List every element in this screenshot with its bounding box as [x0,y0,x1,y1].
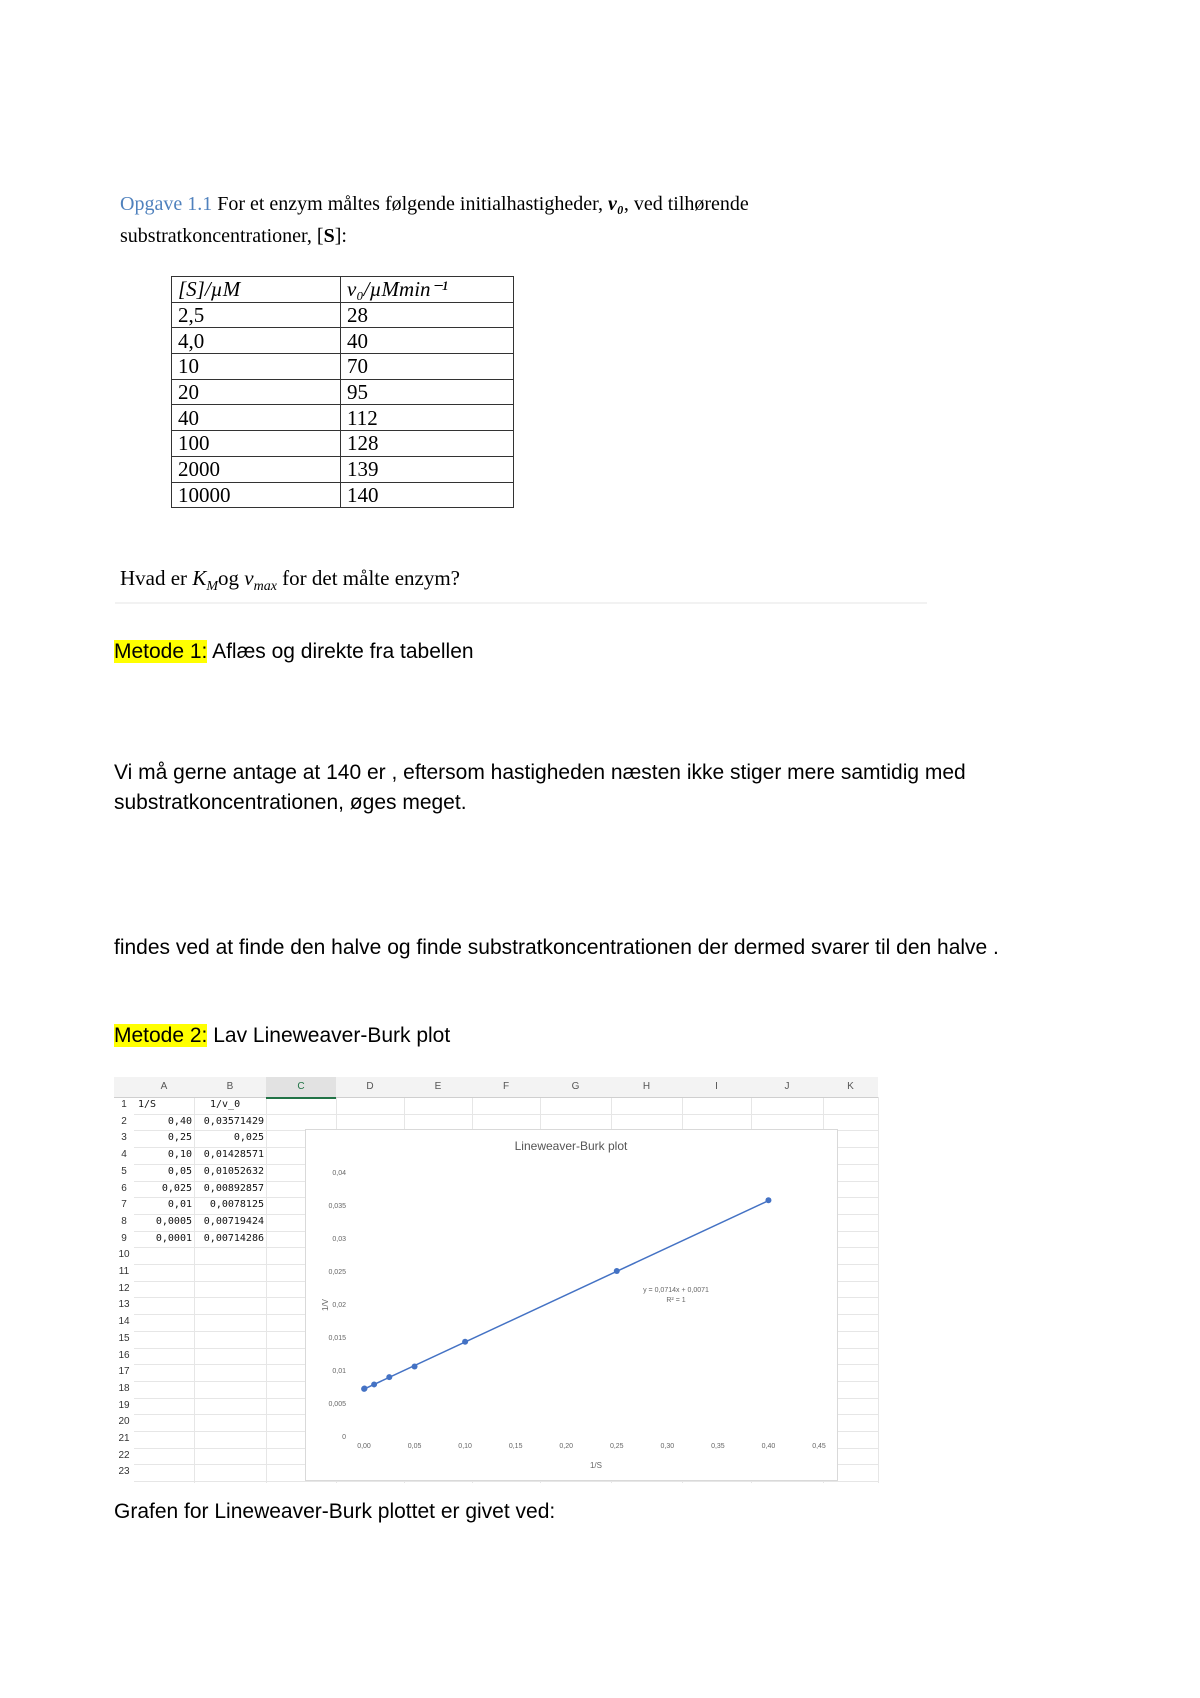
table-cell-v0: 139 [341,456,514,482]
table-row [172,482,514,508]
data-point [462,1339,468,1345]
grid-line [134,1114,878,1115]
y-tick-label: 0,04 [332,1170,346,1177]
cell-b[interactable]: 0,0078125 [209,1199,264,1211]
column-header-e[interactable]: E [404,1077,472,1098]
grid-line [194,1097,195,1483]
task-text-a: For et enzym måltes følgende initialhastigheder, [212,193,608,215]
vmax-symbol: v [244,566,254,590]
row-header[interactable]: 15 [118,1332,130,1344]
s-symbol: S [323,225,335,247]
row-header[interactable]: 9 [121,1232,127,1244]
task-text-b: , ved tilhørende [623,193,749,215]
footer-text: Grafen for Lineweaver-Burk plottet er givet ved: [114,1500,556,1523]
chart-title: Lineweaver-Burk plot [514,1139,628,1153]
table-row [172,328,514,354]
cell-a[interactable]: 0,0001 [155,1232,192,1244]
table-cell-v0: 70 [341,354,514,380]
method2-label: Metode 2: [114,1024,208,1047]
x-tick-label: 0,10 [458,1443,472,1450]
table-cell-s: 10 [172,354,341,380]
question-c: for det målte enzym? [276,566,460,590]
lineweaver-burk-chart [306,1130,837,1480]
row-header[interactable]: 13 [118,1299,130,1311]
question [120,566,460,595]
y-tick-label: 0,02 [332,1302,346,1309]
x-tick-label: 0,45 [812,1443,826,1450]
row-header[interactable]: 14 [118,1316,130,1328]
task-heading [120,188,880,252]
y-tick-label: 0,015 [328,1335,346,1342]
spreadsheet [114,1077,878,1483]
x-tick-label: 0,05 [407,1443,422,1450]
table-cell-s: 100 [172,431,341,457]
row-header[interactable]: 6 [121,1182,127,1194]
x-tick-label: 0,25 [609,1443,624,1450]
y-tick-label: 0,025 [328,1269,346,1276]
question-a: Hvad er [120,566,193,590]
row-header[interactable]: 7 [121,1199,127,1211]
row-header[interactable]: 4 [121,1149,127,1161]
cell-a1[interactable]: 1/S [138,1099,157,1110]
y-axis-label: 1/V [321,1298,330,1312]
row-header[interactable]: 19 [118,1399,130,1411]
y-tick-label: 0,005 [328,1401,346,1408]
cell-a[interactable]: 0,01 [167,1199,192,1211]
v0-symbol: v₀ [607,193,624,215]
column-header-k[interactable]: K [823,1077,878,1098]
row-header[interactable]: 11 [118,1266,130,1277]
cell-b[interactable]: 0,01052632 [203,1165,264,1177]
data-point [386,1374,392,1380]
cell-a[interactable]: 0,25 [167,1132,192,1144]
row-header[interactable]: 16 [118,1349,130,1361]
task-text-d: ]: [334,225,347,247]
x-axis-label: 1/S [589,1461,603,1470]
cell-b[interactable]: 0,025 [233,1132,264,1144]
para1-line2: substratkoncentrationen, øges meget. [114,791,467,814]
column-header-b[interactable]: B [194,1077,266,1098]
table-cell-s: 2000 [172,456,341,482]
cell-b[interactable]: 0,00719424 [203,1215,264,1227]
column-header-d[interactable]: D [336,1077,404,1098]
table-cell-s: 10000 [172,482,341,508]
column-header-f[interactable]: F [472,1077,540,1098]
km-sub: M [206,579,218,595]
table-row [172,379,514,405]
data-point [765,1197,771,1203]
row-header[interactable]: 23 [118,1466,130,1478]
row-header[interactable]: 3 [121,1132,127,1144]
cell-a[interactable]: 0,0005 [155,1215,192,1227]
grid-line [266,1097,267,1483]
grid-line [878,1097,879,1483]
task-label: Opgave 1.1 [120,193,213,215]
x-tick-label: 0,20 [559,1443,574,1450]
table-header-v0: v₀/µMmin⁻¹ [341,277,514,303]
table-cell-s: 4,0 [172,328,341,354]
row-header[interactable]: 1 [121,1099,127,1110]
chart-area [305,1129,838,1481]
task-text-c: substratkoncentrationer, [ [120,225,324,247]
row-header[interactable]: 17 [118,1366,130,1378]
paragraph-vmax [114,758,966,818]
column-header-a[interactable]: A [134,1077,194,1098]
select-all-corner[interactable] [114,1077,134,1098]
x-tick-label: 0,40 [761,1443,776,1450]
table-row [172,302,514,328]
y-tick-label: 0,035 [328,1203,346,1210]
y-tick-label: 0 [342,1434,346,1441]
data-point [361,1386,367,1392]
cell-b[interactable]: 0,00714286 [203,1232,264,1244]
data-point [614,1268,620,1274]
table-row [172,456,514,482]
table-row [172,431,514,457]
cell-a[interactable]: 0,40 [167,1115,192,1127]
cell-a[interactable]: 0,025 [161,1182,192,1194]
method2-line [114,1024,450,1048]
row-header[interactable]: 22 [118,1449,130,1461]
column-header-h[interactable]: H [611,1077,682,1098]
method1-label: Metode 1: [114,640,208,663]
table-header-row [172,277,514,303]
table-cell-v0: 40 [341,328,514,354]
data-point [371,1381,377,1387]
row-header[interactable]: 2 [121,1115,127,1127]
question-underline [115,602,927,604]
table-row [172,405,514,431]
y-tick-label: 0,03 [332,1236,346,1243]
cell-b1[interactable]: 1/v_0 [210,1099,241,1110]
row-header[interactable]: 5 [121,1165,127,1177]
column-header-c[interactable]: C [266,1077,336,1099]
cell-a[interactable]: 0,05 [167,1165,192,1177]
cell-b[interactable]: 0,03571429 [203,1115,264,1127]
table-header-s: [S]/µM [172,277,341,303]
x-tick-label: 0,00 [357,1443,371,1450]
cell-a[interactable]: 0,10 [167,1149,192,1161]
trendline-r2: R² = 1 [666,1297,686,1304]
table-cell-v0: 28 [341,302,514,328]
row-header[interactable]: 8 [121,1215,127,1227]
row-header[interactable]: 12 [118,1282,130,1294]
table-cell-s: 2,5 [172,302,341,328]
trendline [364,1201,768,1389]
method1-line [114,640,474,664]
x-tick-label: 0,30 [660,1443,675,1450]
cell-b[interactable]: 0,00892857 [203,1182,264,1194]
table-cell-s: 40 [172,405,341,431]
table-cell-v0: 140 [341,482,514,508]
row-header[interactable]: 20 [118,1416,130,1428]
cell-b[interactable]: 0,01428571 [203,1149,264,1161]
column-header-i[interactable]: I [682,1077,751,1098]
table-row [172,354,514,380]
row-header[interactable]: 18 [118,1382,130,1394]
table-cell-v0: 128 [341,431,514,457]
vmax-sub: max [253,579,277,595]
trendline-equation: y = 0,0714x + 0,0071 [643,1287,709,1294]
column-header-g[interactable]: G [540,1077,611,1098]
question-b: og [218,566,245,590]
x-tick-label: 0,15 [508,1443,523,1450]
km-symbol: K [192,566,207,590]
table-cell-v0: 112 [341,405,514,431]
y-tick-label: 0,01 [332,1368,346,1375]
paragraph-km: findes ved at finde den halve og finde substratkoncentrationen der dermed svarer til den halve . [114,936,999,959]
method1-text: Aflæs og direkte fra tabellen [207,640,474,663]
para1-line1: Vi må gerne antage at 140 er , eftersom hastigheden næsten ikke stiger mere samtidig med [114,761,966,784]
row-header[interactable]: 21 [118,1433,130,1444]
data-table [171,276,514,508]
table-cell-v0: 95 [341,379,514,405]
table-cell-s: 20 [172,379,341,405]
method2-text: Lav Lineweaver-Burk plot [207,1024,451,1047]
column-header-j[interactable]: J [751,1077,823,1098]
x-tick-label: 0,35 [711,1443,725,1450]
row-header[interactable]: 10 [118,1249,130,1261]
data-point [412,1364,418,1370]
